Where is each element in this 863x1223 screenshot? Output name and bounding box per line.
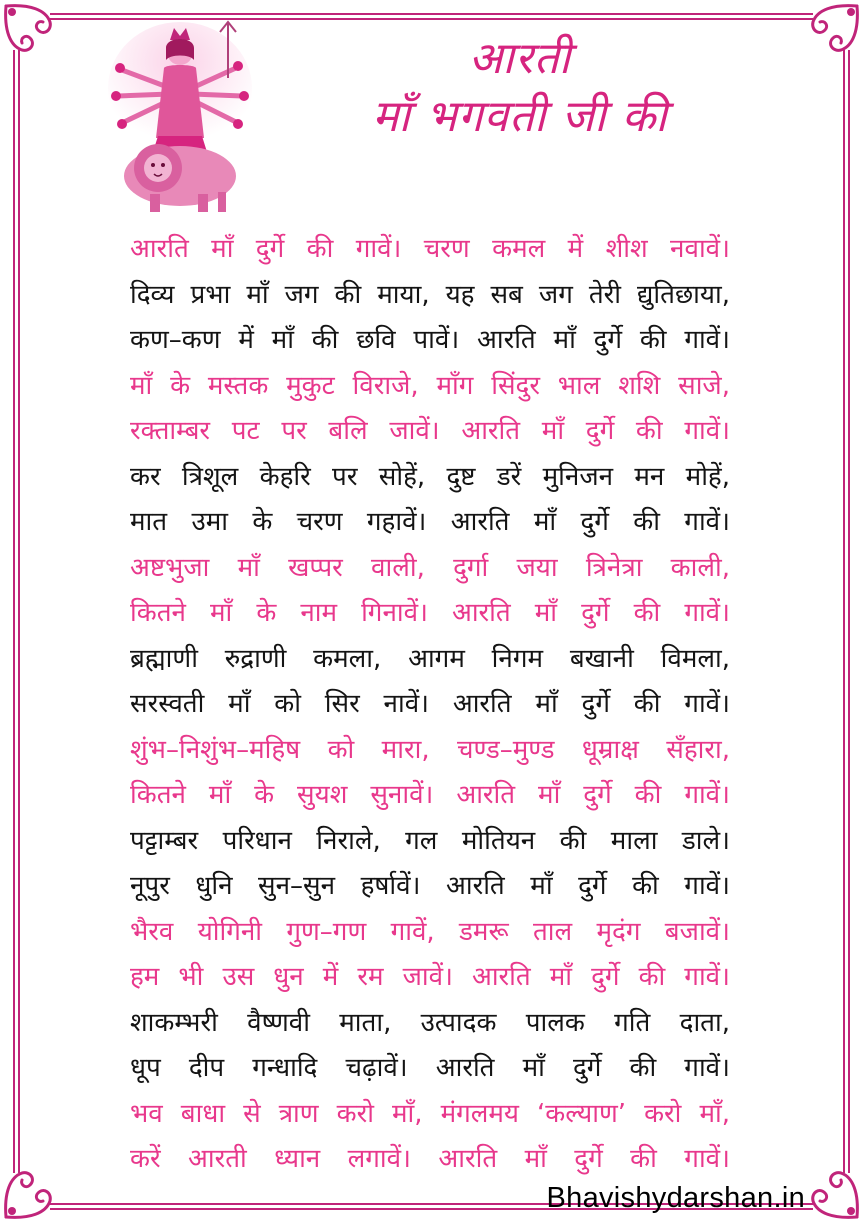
- verse-line: रक्ताम्बर पट पर बलि जावें। आरति माँ दुर्गे की गावें।: [130, 416, 730, 446]
- verse-line: भैरव योगिनी गुण–गण गावें, डमरू ताल मृदंग बजावें।: [130, 916, 730, 947]
- verse-line: करें आरती ध्यान लगावें। आरति माँ दुर्गे की गावें।: [130, 1144, 730, 1174]
- verse-line: हम भी उस धुन में रम जावें। आरति माँ दुर्गे की गावें।: [130, 962, 730, 992]
- site-watermark: Bhavishydarshan.in: [546, 1182, 805, 1214]
- verse-line: अष्टभुजा माँ खप्पर वाली, दुर्गा जया त्रिनेत्रा काली,: [130, 552, 730, 583]
- verse-line: मात उमा के चरण गहावें। आरति माँ दुर्गे की गावें।: [130, 507, 730, 537]
- goddess-durga-on-lion-icon: [100, 18, 260, 216]
- page-title-line-2: माँ भगवती जी की: [372, 91, 668, 142]
- verse-line: दिव्य प्रभा माँ जग की माया, यह सब जग तेरी द्युतिछाया,: [130, 279, 730, 310]
- verse-line: भव बाधा से त्राण करो माँ, मंगलमय ‘कल्याण’ करो माँ,: [130, 1098, 730, 1129]
- verse-line: नूपुर धुनि सुन–सुन हर्षावें। आरति माँ दुर्गे की गावें।: [130, 871, 730, 901]
- verse-line: शाकम्भरी वैष्णवी माता, उत्पादक पालक गति दाता,: [130, 1007, 730, 1038]
- verse-line: कितने माँ के नाम गिनावें। आरति माँ दुर्गे की गावें।: [130, 598, 730, 628]
- verse-line: शुंभ–निशुंभ–महिष को मारा, चण्ड–मुण्ड धूम्राक्ष सँहारा,: [130, 734, 730, 765]
- verse-line: कितने माँ के सुयश सुनावें। आरति माँ दुर्गे की गावें।: [130, 780, 730, 810]
- verse-line: कण–कण में माँ की छवि पावें। आरति माँ दुर्गे की गावें।: [130, 325, 730, 355]
- verse-line: पट्टाम्बर परिधान निराले, गल मोतियन की माला डाले।: [130, 825, 730, 856]
- verse-line: कर त्रिशूल केहरि पर सोहें, दुष्ट डरें मुनिजन मन मोहें,: [130, 461, 730, 492]
- verse-line: ब्रह्माणी रुद्राणी कमला, आगम निगम बखानी विमला,: [130, 643, 730, 674]
- verse-line: धूप दीप गन्धादि चढ़ावें। आरति माँ दुर्गे की गावें।: [130, 1053, 730, 1083]
- verse-line: माँ के मस्तक मुकुट विराजे, माँग सिंदुर भाल शशि साजे,: [130, 370, 730, 401]
- page-title-line-1: आरती: [468, 33, 572, 84]
- verse-list: [130, 229, 730, 1185]
- verse-line: सरस्वती माँ को सिर नावें। आरति माँ दुर्गे की गावें।: [130, 689, 730, 719]
- verse-line: आरति माँ दुर्गे की गावें। चरण कमल में शीश नवावें।: [130, 234, 730, 264]
